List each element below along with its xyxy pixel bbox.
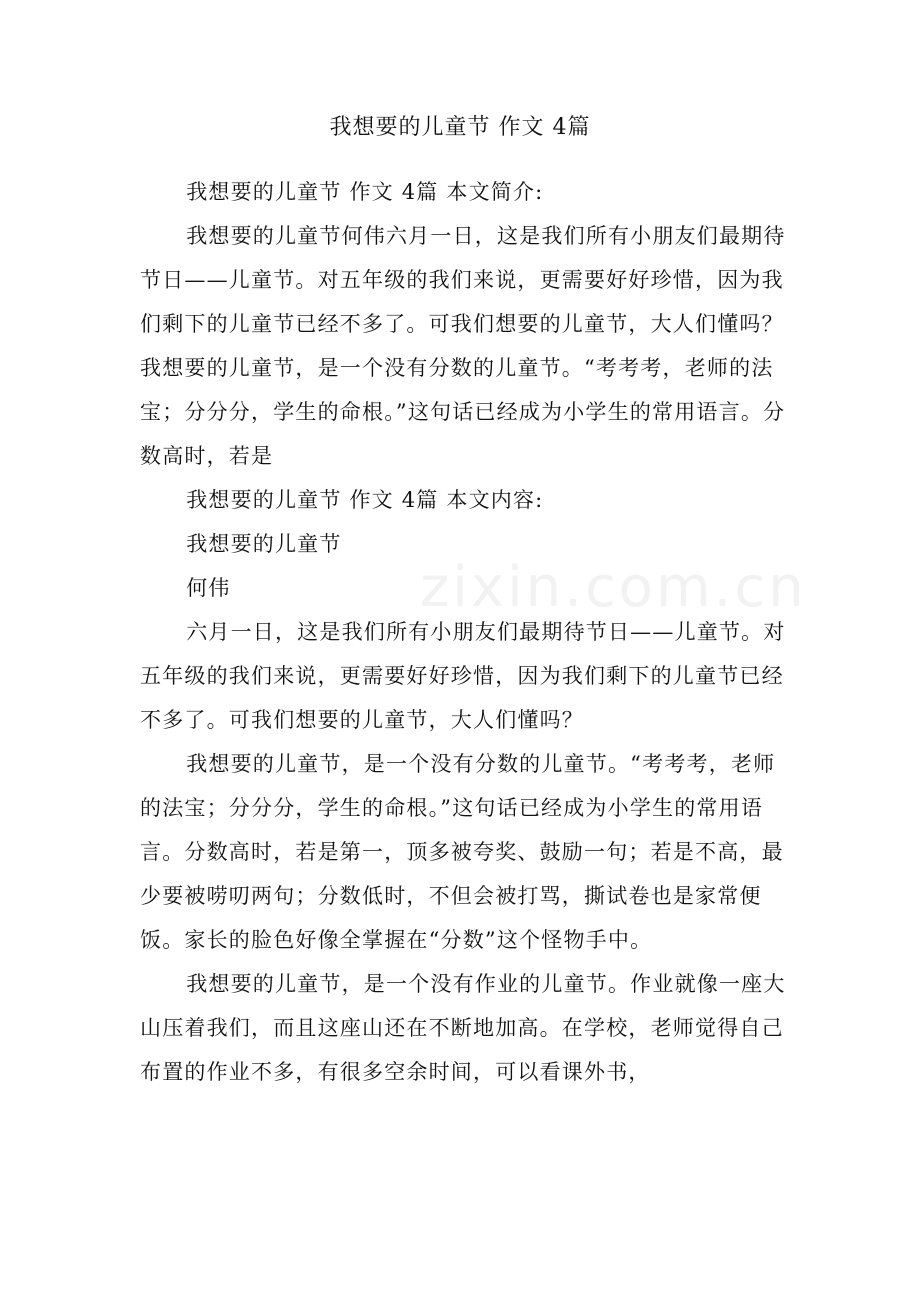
paragraph-intro-heading: 我想要的儿童节 作文 4篇 本文简介: (186, 180, 544, 204)
paragraph-body-2: 我想要的儿童节，是一个没有分数的儿童节。“考考考，老师的法宝；分分分，学生的命根。”这句话已经成为小学生的常用语言。分数高时，若是第一，顶多被夸奖、鼓励一句；若是不高，最少要被唠叨两句；分数低时，不但会被打骂，撕试卷也是家常便饭。家长的脸色好像全掌握在“分数”这个怪物手中。 (140, 752, 784, 952)
paragraph-body-1: 六月一日，这是我们所有小朋友们最期待节日——儿童节。对五年级的我们来说，更需要好好珍惜，因为我们剩下的儿童节已经不多了。可我们想要的儿童节，大人们懂吗？ (140, 620, 786, 732)
paragraph-content-heading: 我想要的儿童节 作文 4篇 本文内容: (186, 488, 544, 512)
paragraph-body-3: 我想要的儿童节，是一个没有作业的儿童节。作业就像一座大山压着我们，而且这座山还在不断地加高。在学校，老师觉得自己布置的作业不多，有很多空余时间，可以看课外书， (140, 972, 786, 1084)
document-title: 我想要的儿童节 作文 4篇 (329, 115, 591, 140)
paragraph-essay-title: 我想要的儿童节 (186, 532, 342, 556)
paragraph-intro-summary: 我想要的儿童节何伟六月一日，这是我们所有小朋友们最期待节日——儿童节。对五年级的我们来说，更需要好好珍惜，因为我们剩下的儿童节已经不多了。可我们想要的儿童节，大人们懂吗？我想要的儿童节，是一个没有分数的儿童节。“考考考，老师的法宝；分分分，学生的命根。”这句话已经成为小学生的常用语言。分数高时，若是 (140, 224, 786, 468)
document-body (140, 170, 788, 1094)
paragraph-author: 何伟 (186, 576, 231, 600)
watermark: zixin.com.cn (420, 555, 807, 620)
